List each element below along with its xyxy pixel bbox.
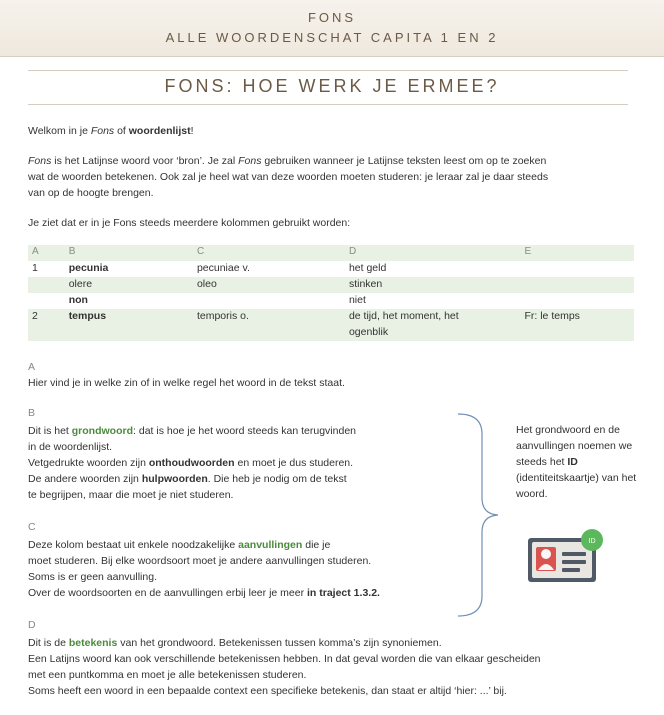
section-b-label: B <box>28 407 36 419</box>
table-cell: non <box>68 294 88 306</box>
section-b-line2: in de woordenlijst. <box>28 441 113 453</box>
header-subtitle: ALLE WOORDENSCHAT CAPITA 1 EN 2 <box>165 30 499 45</box>
header-title: FONS <box>307 10 357 25</box>
column-header: E <box>520 245 634 261</box>
example-vocab-table <box>28 245 634 341</box>
section-b-line3: Vetgedrukte woorden zijn onthoudwoorden en moet je dus studeren. <box>28 457 354 469</box>
intro-paragraph-line2: wat de woorden betekenen. Ook zal je heel wat van deze woorden moeten studeren: je leraar zal je daar steeds <box>28 171 549 183</box>
table-cell: pecuniae v. <box>196 262 250 274</box>
table-cell <box>28 293 65 309</box>
section-c-line2: moet studeren. Bij elke woordsoort moet je andere aanvullingen studeren. <box>28 555 372 567</box>
table-header-row <box>28 245 634 261</box>
column-header: B <box>65 245 193 261</box>
table-cell: niet <box>348 294 366 306</box>
table-cell: 2 <box>28 309 65 325</box>
table-row <box>28 293 634 309</box>
id-badge-text: ID <box>588 538 596 545</box>
section-c-label: C <box>28 521 36 533</box>
table-cell: stinken <box>345 277 521 293</box>
section-d-line2: Een Latijns woord kan ook verschillende betekenissen hebben. In dat geval worden die van elkaar gescheiden <box>28 653 541 665</box>
table-cell <box>28 325 65 341</box>
section-c-line1: Deze kolom bestaat uit enkele noodzakelijke aanvullingen die je <box>28 539 331 551</box>
column-header: D <box>345 245 521 261</box>
section-d-line4: Soms heeft een woord in een bepaalde context een specifieke betekenis, dan staat er altijd ‘hier: ...’ bij. <box>28 685 507 697</box>
table-cell <box>520 261 634 277</box>
title-rule-bottom <box>28 104 628 105</box>
table-cell <box>193 293 345 309</box>
sidenote-line2: aanvullingen noemen we <box>516 440 633 452</box>
id-card-icon <box>526 528 606 584</box>
section-b-line1: Dit is het grondwoord: dat is hoe je het woord steeds kan terugvinden <box>28 425 356 437</box>
intro-paragraph-line1: Fons is het Latijnse woord voor ‘bron’. Je zal Fons gebruiken wanneer je Latijnse teksten leest om op te zoeken <box>28 155 547 167</box>
columns-intro: Je ziet dat er in je Fons steeds meerdere kolommen gebruikt worden: <box>28 217 351 229</box>
section-a-text: Hier vind je in welke zin of in welke regel het woord in de tekst staat. <box>28 377 345 389</box>
page-title: FONS: HOE WERK JE ERMEE? <box>164 76 500 96</box>
section-d-label: D <box>28 619 36 631</box>
table-row <box>28 277 634 293</box>
table-cell: oleo <box>193 277 345 293</box>
sidenote-line5: woord. <box>516 488 548 500</box>
table-cell: de tijd, het moment, het <box>345 309 521 325</box>
table-cell: tempus <box>65 309 193 325</box>
grouping-brace <box>456 412 500 618</box>
table-cell: pecunia <box>68 262 109 274</box>
table-cell: olere <box>65 277 193 293</box>
sidenote-line1: Het grondwoord en de <box>516 424 620 436</box>
section-c-line4: Over de woordsoorten en de aanvullingen erbij leer je meer in traject 1.3.2. <box>28 587 380 599</box>
table-row <box>28 261 634 277</box>
table-cell <box>520 293 634 309</box>
table-cell: temporis o. <box>193 309 345 325</box>
section-c-line3: Soms is er geen aanvulling. <box>28 571 157 583</box>
table-row <box>28 325 634 341</box>
intro-paragraph-line3: van op de hoogte brengen. <box>28 187 154 199</box>
table-cell: het geld <box>348 262 387 274</box>
sidenote-line4: (identiteitskaartje) van het <box>516 472 637 484</box>
section-b-line5: te begrijpen, maar die moet je niet studeren. <box>28 489 234 501</box>
table-cell <box>520 277 634 293</box>
section-d-line1: Dit is de betekenis van het grondwoord. Betekenissen tussen komma’s zijn synoniemen. <box>28 637 442 649</box>
section-b-line4: De andere woorden zijn hulpwoorden. Die heb je nodig om de tekst <box>28 473 347 485</box>
column-header: C <box>193 245 345 261</box>
column-header: A <box>28 245 65 261</box>
title-rule-top <box>28 70 628 71</box>
table-cell <box>520 325 634 341</box>
section-a-label: A <box>28 361 36 373</box>
welcome-line: Welkom in je Fons of woordenlijst! <box>28 125 194 137</box>
section-d-line3: met een puntkomma en moet je alle betekenissen studeren. <box>28 669 307 681</box>
document-header <box>0 0 664 57</box>
table-cell: Fr: le temps <box>520 309 634 325</box>
table-row <box>28 309 634 325</box>
table-cell: 1 <box>32 262 38 274</box>
table-cell <box>65 325 193 341</box>
table-cell: ogenblik <box>345 325 521 341</box>
sidenote-line3: steeds het ID <box>516 456 578 468</box>
table-cell <box>28 277 65 293</box>
table-cell <box>193 325 345 341</box>
